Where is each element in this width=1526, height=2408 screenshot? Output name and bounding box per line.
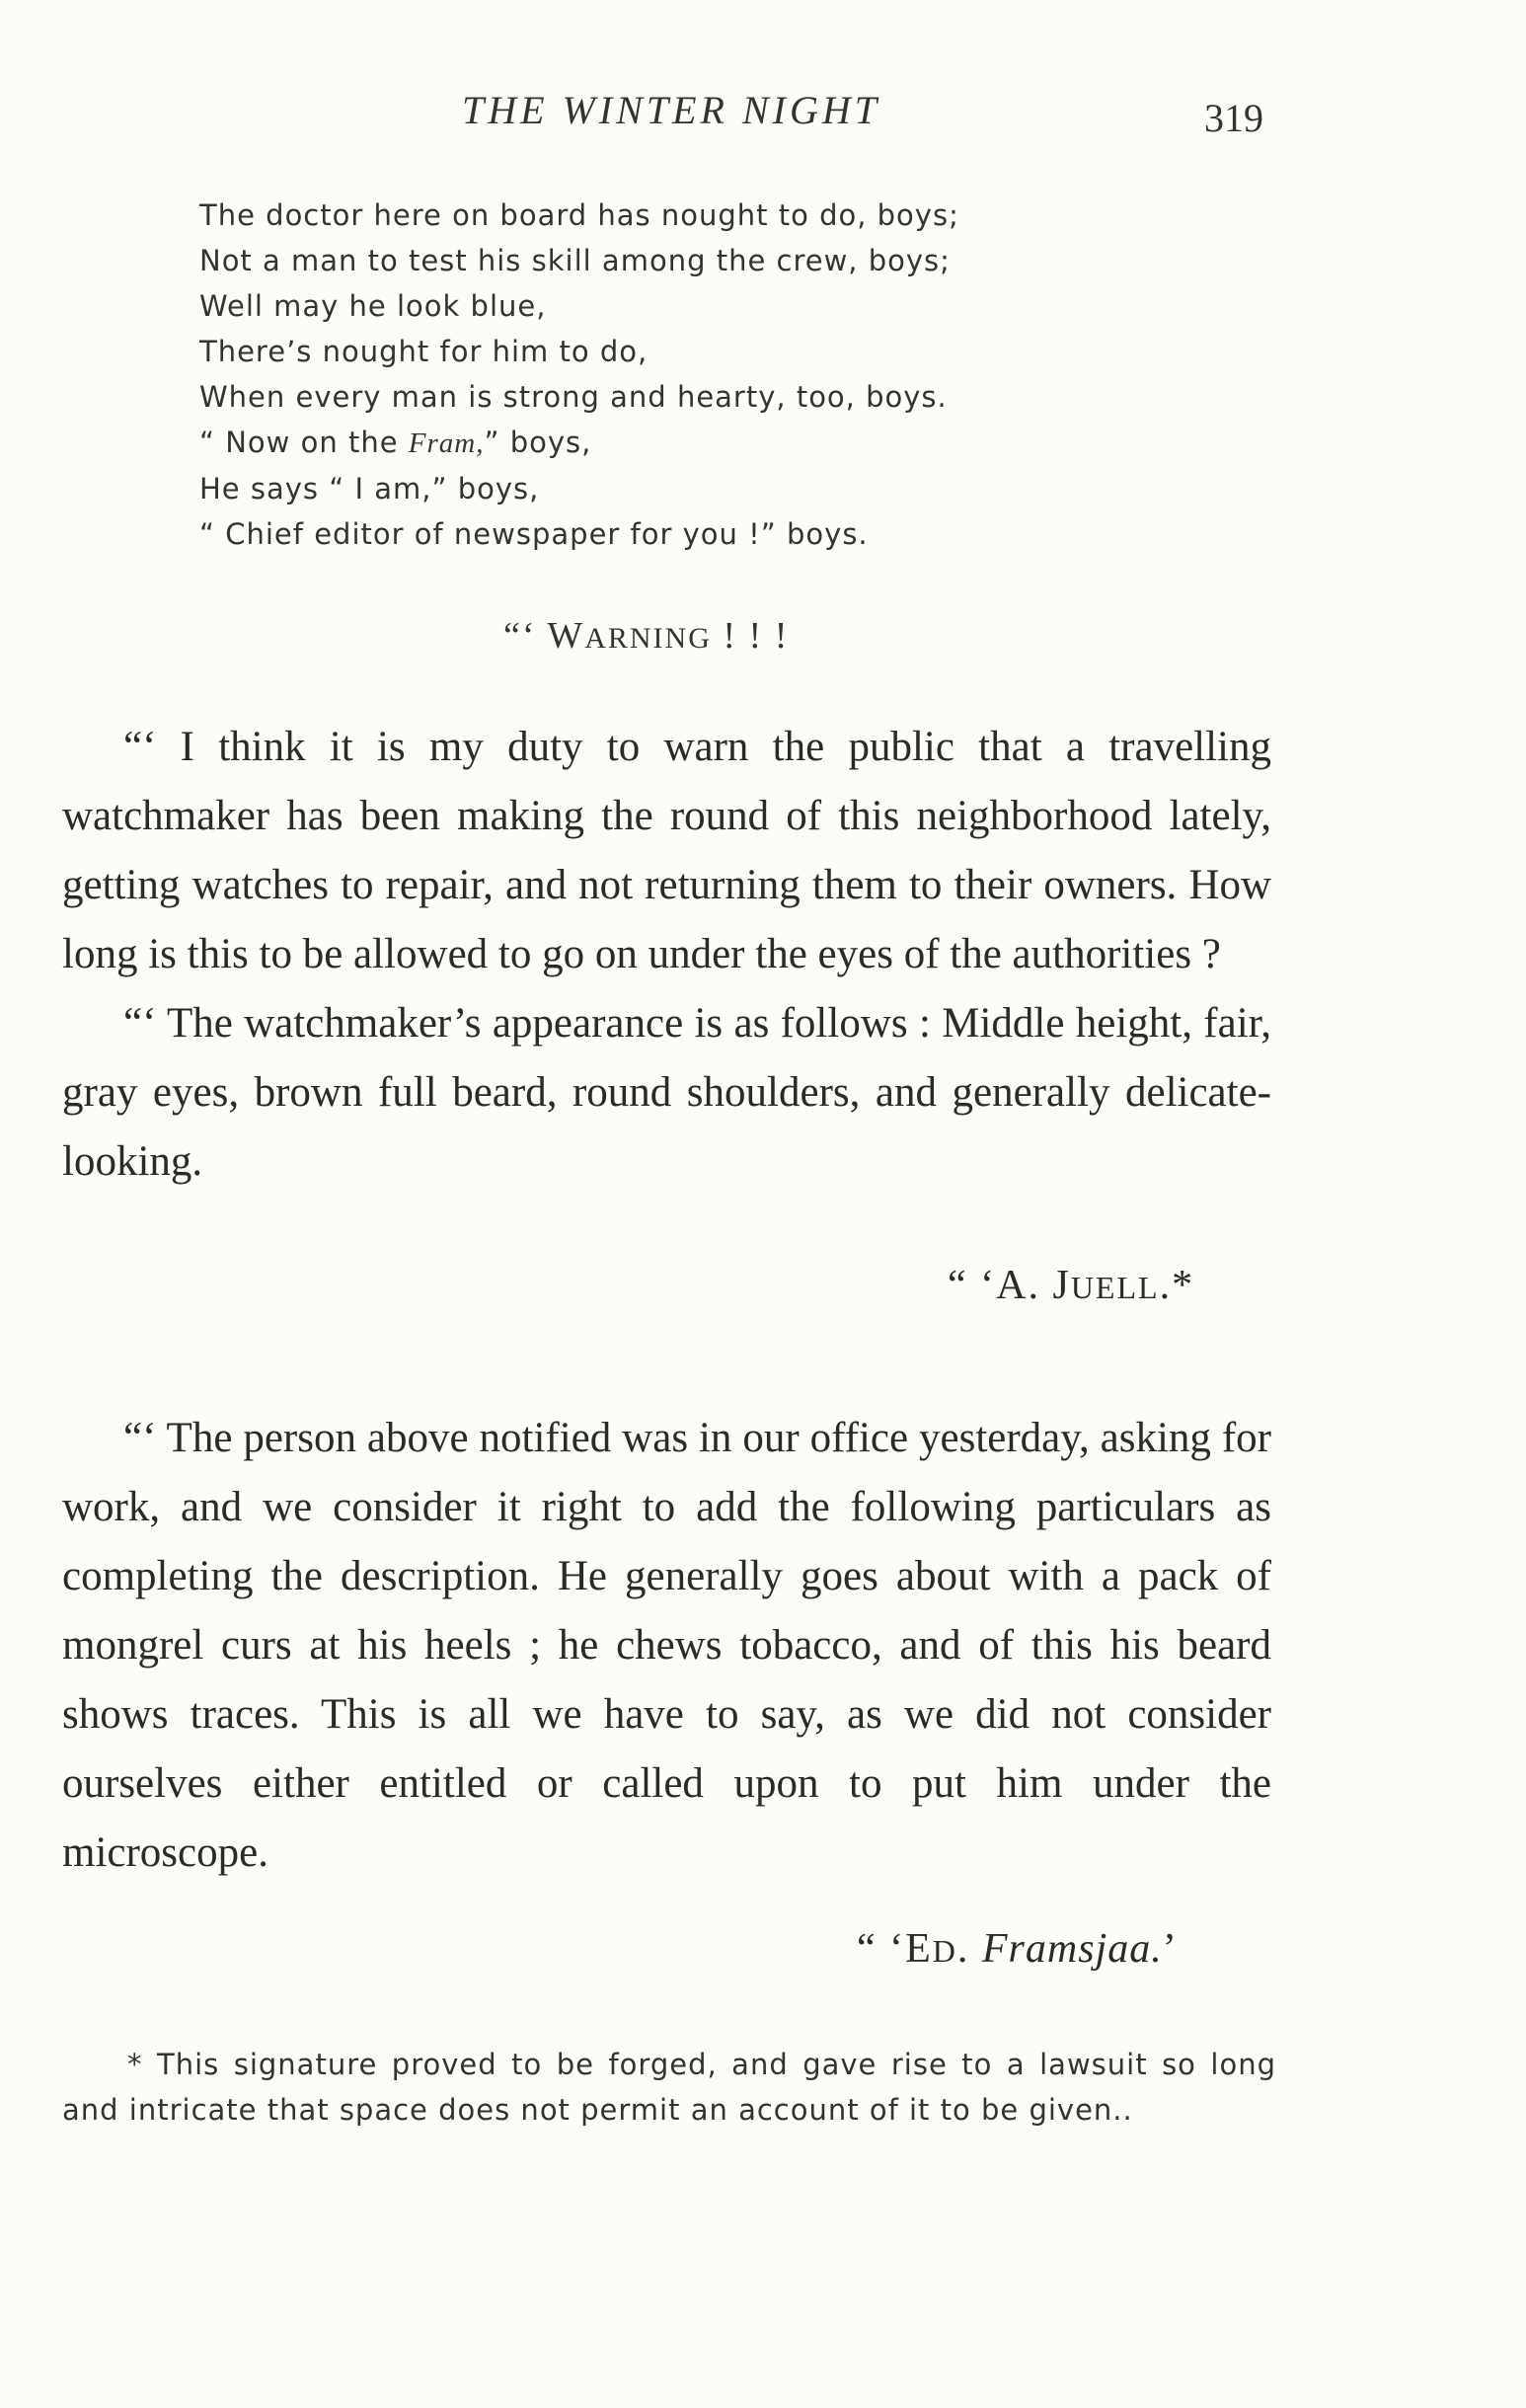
- heading-marks: ! ! !: [711, 615, 790, 657]
- signature-quote: “ ‘E: [857, 1926, 933, 1972]
- signature-dot: .: [956, 1926, 982, 1972]
- verse-line: The doctor here on board has nought to do, boys;: [199, 198, 959, 232]
- verse-line: Well may he look blue,: [199, 289, 547, 323]
- verse-line: “ Chief editor of newspaper for you !” boys.: [199, 517, 869, 551]
- warning-paragraph-2: “‘ The watchmaker’s appearance is as follows : Middle height, fair, gray eyes, brown full beard, round shoulders, and generally delicate-looking.: [62, 1000, 1271, 1185]
- verse-line: [199, 420, 1305, 466]
- warning-heading: [503, 614, 789, 658]
- signature-surname: UELL: [1070, 1270, 1160, 1305]
- verse-line: When every man is strong and hearty, too, boys.: [199, 380, 948, 414]
- signature-abbrev: D: [932, 1933, 957, 1969]
- footnote-mark: .*: [1159, 1263, 1195, 1308]
- verse-line-end: ” boys,: [484, 426, 592, 459]
- verse-stanza: [199, 193, 1305, 557]
- response-body: [62, 1404, 1271, 1888]
- signature-juell: [948, 1262, 1194, 1309]
- footnote: * This signature proved to be forged, and gave rise to a lawsuit so long and intricate that space does not permit an account of it to be given..: [62, 2048, 1276, 2127]
- ship-name: Fram,: [408, 427, 485, 459]
- warning-paragraph-1: “‘ I think it is my duty to warn the public that a travelling watchmaker has been making the round of this neighborhood lately, getting watches to repair, and not returning them to their owners. How long is this to be allowed to go on under the eyes of the authorities ?: [62, 724, 1271, 977]
- verse-line: There’s nought for him to do,: [199, 335, 649, 368]
- page-number: 319: [1204, 96, 1263, 140]
- signature-initials: “ ‘A. J: [948, 1263, 1071, 1308]
- running-title: THE WINTER NIGHT: [461, 88, 881, 132]
- heading-quote: “‘: [503, 615, 548, 657]
- signature-editor: [857, 1925, 1179, 1973]
- verse-line-start: “ Now on the: [199, 426, 409, 459]
- verse-line: He says “ I am,” boys,: [199, 472, 540, 505]
- signature-close-quote: ’: [1162, 1926, 1179, 1972]
- response-paragraph: “‘ The person above notified was in our office yesterday, asking for work, and we consider it right to add the following particulars as completing the description. He generally goes about with a pack of mongrel curs at his heels ; he chews tobacco, and of this his beard shows traces. This is all we have to say, as we did not consider ourselves either entitled or called upon to put him under the microscope.: [62, 1415, 1271, 1876]
- newspaper-name: Framsjaa.: [981, 1926, 1163, 1972]
- heading-initial: W: [547, 615, 585, 657]
- heading-rest: ARNING: [584, 622, 712, 655]
- warning-body: [62, 713, 1271, 1197]
- verse-line: Not a man to test his skill among the crew, boys;: [199, 244, 951, 277]
